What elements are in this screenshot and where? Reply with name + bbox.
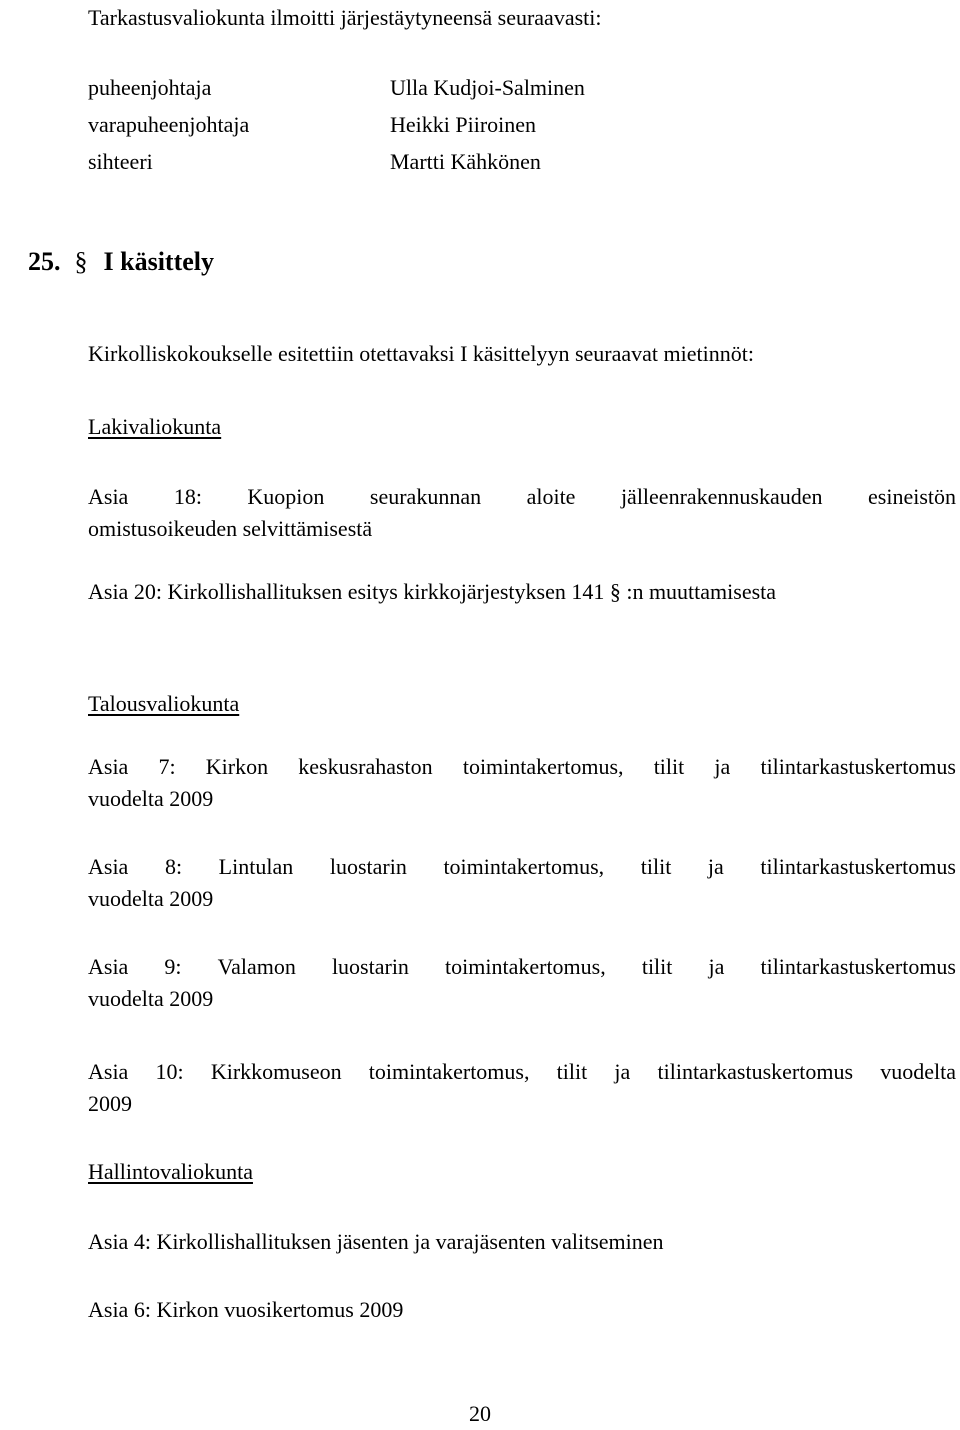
agenda-item-line-continuation: vuodelta 2009	[88, 886, 214, 911]
agenda-item-line-continuation: vuodelta 2009	[88, 986, 214, 1011]
committee-heading-finance: Talousvaliokunta	[88, 691, 240, 716]
section-number: 25.	[28, 247, 61, 276]
agenda-item-line-continuation: vuodelta 2009	[88, 786, 214, 811]
agenda-item-line: Asia 4: Kirkollishallituksen jäsenten ja varajäsenten valitseminen	[88, 1229, 664, 1254]
section-heading	[28, 246, 214, 278]
officer-role-chair: puheenjohtaja	[88, 75, 212, 100]
committee-heading-administration: Hallintovaliokunta	[88, 1159, 253, 1184]
agenda-item-line: Asia 10: Kirkkomuseon toimintakertomus, tilit ja tilintarkastuskertomus vuodelta	[88, 1059, 956, 1084]
agenda-item-line: Asia 8: Lintulan luostarin toimintakertomus, tilit ja tilintarkastuskertomus	[88, 854, 956, 879]
section-intro-text: Kirkolliskokoukselle esitettiin otettavaksi I käsittelyyn seuraavat mietinnöt:	[88, 341, 754, 366]
officer-name-secretary: Martti Kähkönen	[390, 149, 541, 174]
agenda-item-line-continuation: omistusoikeuden selvittämisestä	[88, 516, 373, 541]
officer-role-secretary: sihteeri	[88, 149, 153, 174]
intro-text: Tarkastusvaliokunta ilmoitti järjestäytyneensä seuraavasti:	[88, 5, 602, 30]
officer-role-vice-chair: varapuheenjohtaja	[88, 112, 250, 137]
committee-heading-law: Lakivaliokunta	[88, 414, 222, 439]
agenda-item-line: Asia 7: Kirkon keskusrahaston toimintakertomus, tilit ja tilintarkastuskertomus	[88, 754, 956, 779]
section-symbol: §	[74, 247, 88, 276]
page-number: 20	[469, 1401, 491, 1426]
agenda-item-line: Asia 20: Kirkollishallituksen esitys kirkkojärjestyksen 141 § :n muuttamisesta	[88, 579, 777, 604]
agenda-item-line: Asia 9: Valamon luostarin toimintakertomus, tilit ja tilintarkastuskertomus	[88, 954, 956, 979]
agenda-item-line: Asia 6: Kirkon vuosikertomus 2009	[88, 1297, 404, 1322]
section-title: I käsittely	[103, 247, 214, 276]
officer-name-vice-chair: Heikki Piiroinen	[390, 112, 537, 137]
agenda-item-line-continuation: 2009	[88, 1091, 132, 1116]
officer-name-chair: Ulla Kudjoi-Salminen	[390, 75, 585, 100]
agenda-item-line: Asia 18: Kuopion seurakunnan aloite jälleenrakennuskauden esineistön	[88, 484, 956, 509]
